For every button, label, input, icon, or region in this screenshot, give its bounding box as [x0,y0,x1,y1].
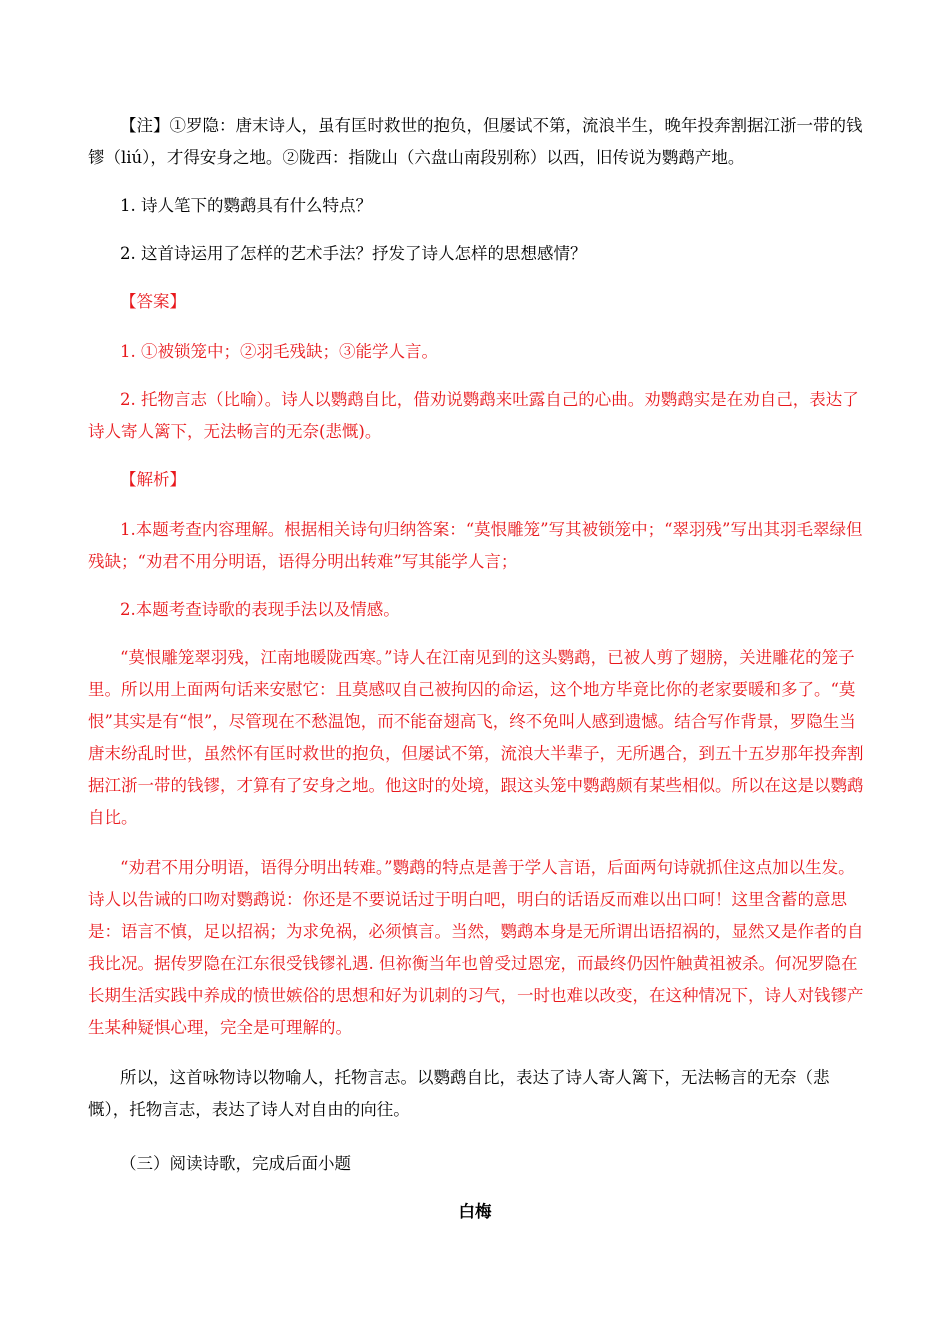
question-1: 1. 诗人笔下的鹦鹉具有什么特点？ [120,196,372,215]
analysis-paragraph-1: 1.本题考查内容理解。根据相关诗句归纳答案：“莫恨雕笼”写其被锁笼中；“翠羽残”写出其羽毛翠绿但残缺；“劝君不用分明语，语得分明出转难”写其能学人言； [88,520,863,571]
conclusion-paragraph: 所以，这首咏物诗以物喻人，托物言志。以鹦鹉自比，表达了诗人寄人篱下，无法畅言的无奈（悲慨），托物言志，表达了诗人对自由的向往。 [88,1068,830,1119]
analysis-paragraph-4: “劝君不用分明语，语得分明出转难。”鹦鹉的特点是善于学人言语，后面两句诗就抓住这点加以生发。诗人以告诫的口吻对鹦鹉说：你还是不要说话过于明白吧，明白的话语反而难以出口呵！这里含蓄的意思是：语言不慎，足以招祸；为求免祸，必须慎言。当然，鹦鹉本身是无所谓出语招祸的，显然又是作者的自我比况。据传罗隐在江东很受钱镠礼遇. 但祢衡当年也曾受过恩宠，而最终仍因忤触黄祖被杀。何况罗隐在长期生活实践中养成的愤世嫉俗的思想和好为讥刺的习气，一时也难以改变，在这种情况下，诗人对钱镠产生某种疑惧心理，完全是可理解的。 [88,858,864,1037]
answer-item-1: 1. ①被锁笼中；②羽毛残缺；③能学人言。 [120,342,438,361]
question-2: 2. 这首诗运用了怎样的艺术手法？抒发了诗人怎样的思想感情？ [120,244,587,263]
analysis-heading: 【解析】 [120,470,186,489]
answer-heading: 【答案】 [120,292,186,311]
poem-title: 白梅 [458,1202,492,1221]
analysis-paragraph-2: 2.本题考查诗歌的表现手法以及情感。 [120,600,400,619]
answer-item-2: 2. 托物言志（比喻）。诗人以鹦鹉自比，借劝说鹦鹉来吐露自己的心曲。劝鹦鹉实是在劝自己，表达了诗人寄人篱下，无法畅言的无奈(悲慨)。 [88,390,859,441]
note-label: 【注】 [120,116,170,135]
note-paragraph [88,110,868,174]
note-text: ①罗隐：唐末诗人，虽有匡时救世的抱负，但屡试不第，流浪半生，晚年投奔割据江浙一带的钱镠（liú），才得安身之地。②陇西：指陇山（六盘山南段别称）以西，旧传说为鹦鹉产地。 [88,116,863,167]
section-heading: （三）阅读诗歌，完成后面小题 [120,1154,351,1173]
analysis-paragraph-3: “莫恨雕笼翠羽残，江南地暖陇西寒。”诗人在江南见到的这头鹦鹉，已被人剪了翅膀，关进雕花的笼子里。所以用上面两句话来安慰它：且莫感叹自己被拘囚的命运，这个地方毕竟比你的老家要暖和多了。“莫恨”其实是有“恨”，尽管现在不愁温饱，而不能奋翅高飞，终不免叫人感到遗憾。结合写作背景，罗隐生当唐末纷乱时世，虽然怀有匡时救世的抱负，但屡试不第，流浪大半辈子，无所遇合，到五十五岁那年投奔割据江浙一带的钱镠，才算有了安身之地。他这时的处境，跟这头笼中鹦鹉颇有某些相似。所以在这是以鹦鹉自比。 [88,648,864,827]
